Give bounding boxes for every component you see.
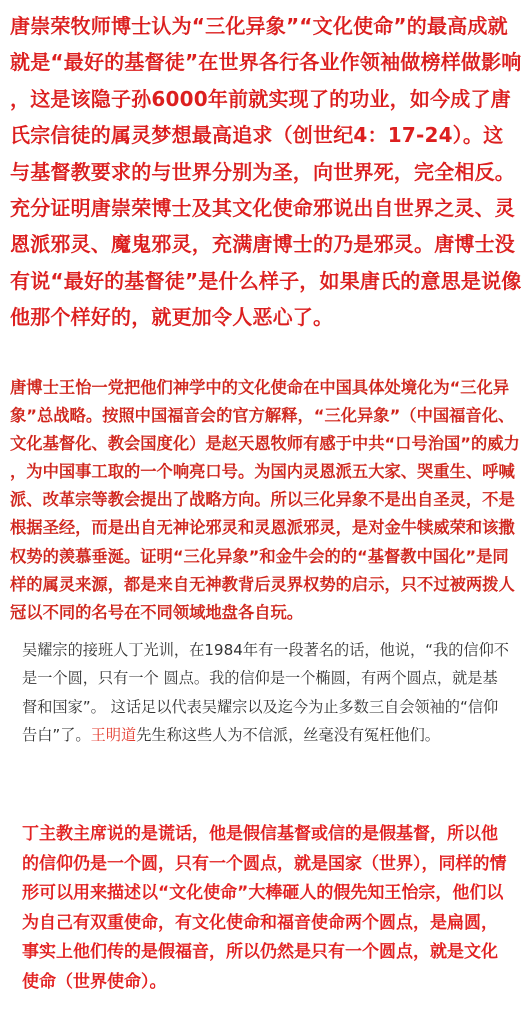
wang-mingdao-link[interactable]: 王明道 bbox=[90, 726, 137, 745]
paragraph-4: 丁主教主席说的是谎话，他是假信基督或信的是假基督，所以他的信仰仍是一个圆，只有一个圆点，就是国家（世界），同样的情形可以用来描述以“文化使命”大棒砸人的假先知王怡宗，他们以为自己有双重使命，有文化使命和福音使命两个圆点，是扁圆，事实上他们传的是假福音，所以仍然是只有一个圆点，就是文化使命（世界使命）。 bbox=[22, 824, 507, 992]
paragraph-3-text-before: 吴耀宗的接班人丁光训，在1984年有一段著名的话，他说，“我的信仰不是一个圆，只有一个 圆点。我的信仰是一个椭圆，有两个圆点，就是基督和国家”。 这话足以代表吴耀宗以及迄今为止多数三自会领袖的“信仰告白”了。 bbox=[22, 641, 509, 745]
paragraph-2: 唐博士王怡一党把他们神学中的文化使命在中国具体处境化为“三化异象”总战略。按照中国福音会的官方解释，“三化异象”（中国福音化、文化基督化、教会国度化）是赵天恩牧师有感于中共“口号治国”的威力，为中国事工取的一个响亮口号。为国内灵恩派五大家、哭重生、呼喊派、改革宗等教会提出了战略方向。所以三化异象不是出自圣灵，不是根据圣经，而是出自无神论邪灵和灵恩派邪灵，是对金牛犊威荣和该撒权势的羡慕垂涎。证明“三化异象”和金牛会的的“基督教中国化”是同样的属灵来源，都是来自无神教背后灵界权势的启示，只不过被两拨人冠以不同的名号在不同领域地盘各自玩。 bbox=[10, 378, 520, 622]
paragraph-3-text-after: 先生称这些人为不信派，丝毫没有冤枉他们。 bbox=[136, 726, 440, 745]
paragraph-3 bbox=[22, 636, 510, 750]
paragraph-1: 唐崇荣牧师博士认为“三化异象”“文化使命”的最高成就就是“最好的基督徒”在世界各行各业作领袖做榜样做影响，这是该隐子孙6000年前就实现了的功业，如今成了唐氏宗信徒的属灵梦想最高追求（创世纪4：17-24）。这与基督教要求的与世界分别为圣，向世界死，完全相反。充分证明唐崇荣博士及其文化使命邪说出自世界之灵、灵恩派邪灵、魔鬼邪灵，充满唐博士的乃是邪灵。唐博士没有说“最好的基督徒”是什么样子，如果唐氏的意思是说像他那个样好的，就更加令人恶心了。 bbox=[10, 14, 522, 330]
